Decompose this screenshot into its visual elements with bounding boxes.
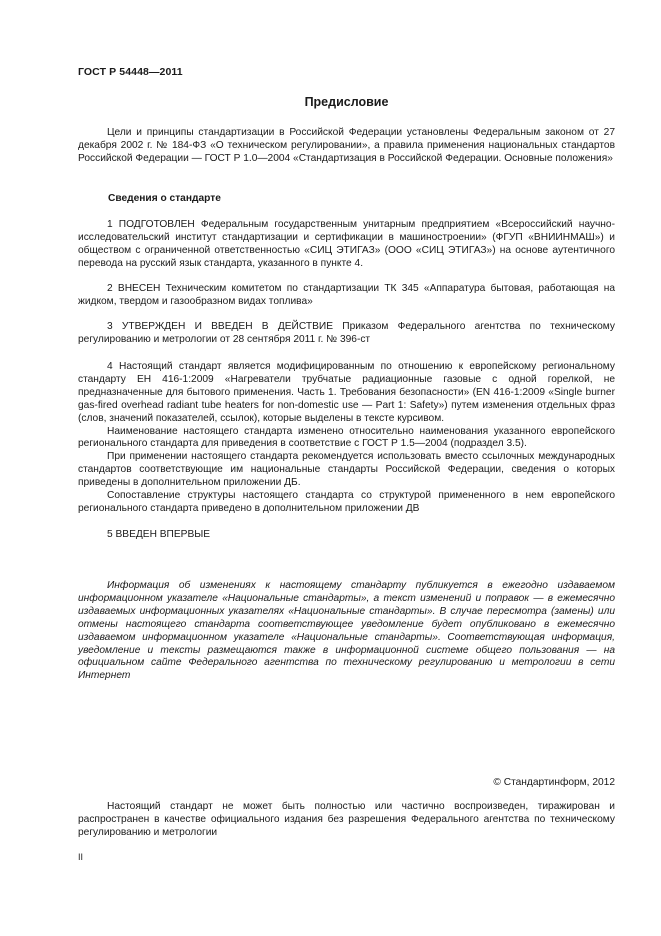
page-title: Предисловие — [304, 95, 389, 109]
item-4-structure-paragraph: Сопоставление структуры настоящего стандарта со структурой примененного в нем европейского регионального стандарта приведено в дополнительном приложении ДВ — [78, 490, 615, 514]
item-4-block — [78, 361, 615, 516]
item-4-name-paragraph: Наименование настоящего стандарта изменено относительно наименования указанного европейского регионального стандарта для приведения в соответствие с ГОСТ Р 1.5—2004 (подраздел 3.5). — [78, 425, 615, 450]
item-5-paragraph: 5 ВВЕДЕН ВПЕРВЫЕ — [107, 529, 211, 540]
item-4-paragraph: 4 Настоящий стандарт является модифицированным по отношению к европейскому региональному стандарту ЕН 416-1:2009 «Нагреватели трубчатые радиационные газовые с одной горелкой, не предназначенные для бытового применения. Часть 1. Требования безопасности» (EN 416-1:2009 «Single burner gas-fired overhead radiant tube heaters for non-domestic use — Part 1: Safety») путем изменения отдельных фраз (слов, значений показателей, ссылок), которые выделены в тексте курсивом. — [78, 361, 615, 424]
section-subheading: Сведения о стандарте — [108, 193, 221, 204]
intro-paragraph: Цели и принципы стандартизации в Российской Федерации установлены Федеральным законом от 27 декабря 2002 г. № 184-ФЗ «О техническом регулировании», а правила применения национальных стандартов Российской Федерации — ГОСТ Р 1.0—2004 «Стандартизация в Российской Федерации. Основные положения» — [78, 127, 615, 164]
page-number: II — [78, 852, 84, 862]
copyright-line: © Стандартинформ, 2012 — [493, 777, 615, 788]
item-3-block — [78, 321, 615, 347]
intro-block — [78, 127, 615, 166]
info-notice-paragraph: Информация об изменениях к настоящему стандарту публикуется в ежегодно издаваемом информационном указателе «Национальные стандарты», а текст изменений и поправок — в ежемесячно издаваемых информационных указателях «Национальные стандарты». В случае пересмотра (замены) или отмены настоящего стандарта соответствующее уведомление будет опубликовано в ежемесячно издаваемом информационном указателе «Национальные стандарты». Соответствующая информация, уведомление и тексты размещаются также в информационной системе общего пользования — на официальном сайте Федерального агентства по техническому регулированию и метрологии в сети Интернет — [78, 580, 615, 682]
document-header: ГОСТ Р 54448—2011 — [78, 66, 183, 78]
item-1-block — [78, 219, 615, 271]
item-3-paragraph: 3 УТВЕРЖДЕН И ВВЕДЕН В ДЕЙСТВИЕ Приказом Федерального агентства по техническому регулированию и метрологии от 28 сентября 2011 г. № 396-ст — [78, 321, 615, 345]
reproduction-notice-block — [78, 801, 615, 840]
item-2-paragraph: 2 ВНЕСЕН Техническим комитетом по стандартизации ТК 345 «Аппаратура бытовая, работающая на жидком, твердом и газообразном видах топлива» — [78, 283, 615, 307]
reproduction-notice-paragraph: Настоящий стандарт не может быть полностью или частично воспроизведен, тиражирован и распространен в качестве официального издания без разрешения Федерального агентства по техническому регулированию и метрологии — [78, 801, 615, 838]
item-5-block — [78, 529, 615, 542]
item-1-paragraph: 1 ПОДГОТОВЛЕН Федеральным государственным унитарным предприятием «Всероссийский научно-исследовательский институт стандартизации и сертификации в машиностроении» (ФГУП «ВНИИНМАШ») и обществом с ограниченной ответственностью «СИЦ ЭТИГАЗ» (ООО «СИЦ ЭТИГАЗ») на основе аутентичного перевода на русский язык стандарта, указанного в пункте 4. — [78, 219, 615, 269]
item-2-block — [78, 283, 615, 309]
info-notice-block — [78, 580, 615, 683]
item-4-references-paragraph: При применении настоящего стандарта рекомендуется использовать вместо ссылочных международных стандартов соответствующие им национальные стандарты Российской Федерации, сведения о которых приведены в дополнительном приложении ДБ. — [78, 451, 615, 489]
document-page — [78, 0, 615, 936]
